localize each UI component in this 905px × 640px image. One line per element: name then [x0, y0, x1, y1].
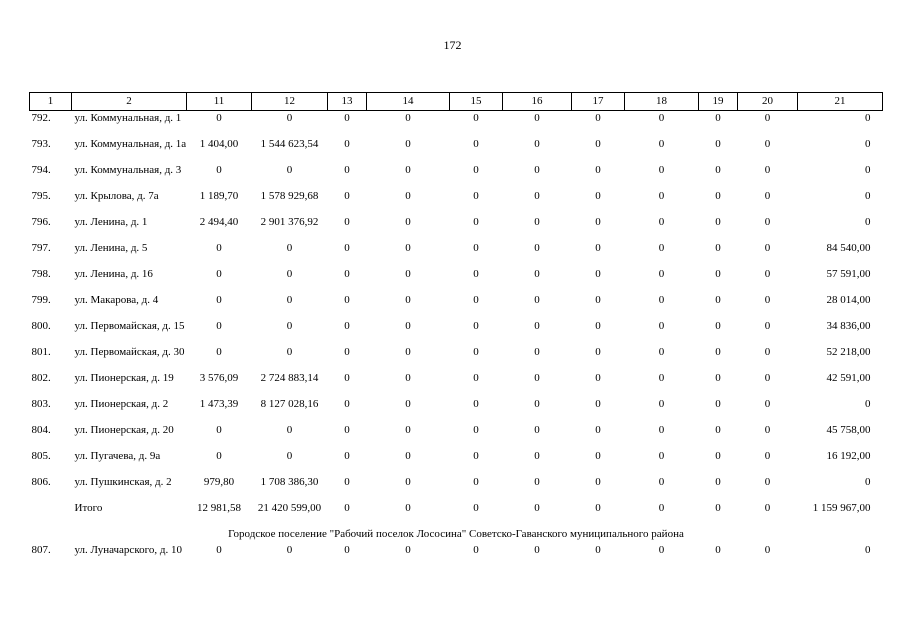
row-number: 794. [31, 163, 51, 176]
value-cell: 0 [658, 423, 665, 436]
value-cell: 0 [405, 112, 411, 124]
address-cell: ул. Ленина, д. 5 [74, 241, 148, 254]
value-cell: 0 [344, 293, 350, 306]
table-row [30, 345, 883, 371]
value-cell: 0 [764, 267, 771, 280]
value-cell: 0 [658, 397, 665, 410]
value-cell: 0 [405, 543, 411, 556]
address-cell: ул. Луначарского, д. 10 [74, 543, 182, 556]
value-cell: 0 [595, 543, 601, 556]
value-cell: 0 [534, 397, 540, 410]
value-cell: 0 [764, 371, 771, 384]
value-cell: 0 [865, 189, 871, 202]
value-cell: 0 [658, 215, 665, 228]
value-cell: 0 [595, 163, 601, 176]
value-cell: 0 [764, 112, 771, 124]
table-row [30, 319, 883, 345]
value-cell: 0 [473, 501, 479, 514]
value-cell: 0 [595, 449, 601, 462]
value-cell: 0 [473, 319, 479, 332]
row-number: 806. [31, 475, 51, 488]
value-cell: 0 [658, 293, 665, 306]
value-cell: 12 981,58 [197, 501, 241, 514]
value-cell: 45 758,00 [826, 423, 871, 436]
value-cell: 0 [405, 189, 411, 202]
value-cell: 0 [658, 449, 665, 462]
row-number: 796. [31, 215, 51, 228]
value-cell: 0 [764, 543, 771, 556]
value-cell: 0 [405, 163, 411, 176]
value-cell: 28 014,00 [826, 293, 871, 306]
value-cell: 0 [534, 543, 540, 556]
column-header: 11 [187, 93, 252, 111]
value-cell: 0 [286, 241, 293, 254]
value-cell: 0 [286, 543, 293, 556]
table-row [30, 449, 883, 475]
value-cell: 0 [405, 137, 411, 150]
value-cell: 0 [534, 319, 540, 332]
value-cell: 0 [286, 319, 293, 332]
value-cell: 0 [473, 189, 479, 202]
table-row [30, 189, 883, 215]
value-cell: 0 [715, 449, 721, 462]
section-row [30, 527, 883, 543]
value-cell: 0 [534, 501, 540, 514]
value-cell: 0 [344, 345, 350, 358]
table-row [30, 293, 883, 319]
value-cell: 0 [534, 215, 540, 228]
column-header: 19 [699, 93, 738, 111]
value-cell: 0 [473, 475, 479, 488]
address-cell: ул. Пугачева, д. 9а [74, 449, 161, 462]
address-cell: ул. Пушкинская, д. 2 [74, 475, 172, 488]
value-cell: 0 [344, 501, 350, 514]
column-header: 13 [328, 93, 367, 111]
value-cell: 0 [715, 319, 721, 332]
value-cell: 0 [715, 423, 721, 436]
value-cell: 1 473,39 [199, 397, 239, 410]
table-row [30, 543, 883, 569]
value-cell: 0 [534, 371, 540, 384]
value-cell: 0 [534, 345, 540, 358]
value-cell: 0 [595, 267, 601, 280]
value-cell: 0 [715, 241, 721, 254]
value-cell: 2 724 883,14 [260, 371, 319, 384]
value-cell: 0 [473, 293, 479, 306]
value-cell: 0 [764, 241, 771, 254]
value-cell: 0 [473, 137, 479, 150]
value-cell: 34 836,00 [826, 319, 871, 332]
value-cell: 0 [764, 397, 771, 410]
row-number: 800. [31, 319, 51, 332]
value-cell: 0 [534, 163, 540, 176]
table-row [30, 475, 883, 501]
value-cell: 0 [764, 319, 771, 332]
value-cell: 0 [473, 397, 479, 410]
value-cell: 0 [405, 371, 411, 384]
value-cell: 0 [715, 501, 721, 514]
value-cell: 21 420 599,00 [257, 501, 322, 514]
value-cell: 0 [595, 319, 601, 332]
value-cell: 0 [344, 189, 350, 202]
value-cell: 0 [865, 397, 871, 410]
value-cell: 0 [595, 189, 601, 202]
value-cell: 0 [658, 501, 665, 514]
value-cell: 0 [715, 345, 721, 358]
address-cell: ул. Пионерская, д. 20 [74, 423, 174, 436]
value-cell: 0 [534, 112, 540, 124]
table-row [30, 163, 883, 189]
value-cell: 0 [405, 397, 411, 410]
row-number [30, 501, 72, 527]
table-row [30, 267, 883, 293]
column-header: 1 [30, 93, 72, 111]
value-cell: 0 [764, 215, 771, 228]
value-cell: 0 [344, 397, 350, 410]
value-cell: 0 [764, 137, 771, 150]
value-cell: 0 [715, 543, 721, 556]
value-cell: 0 [405, 241, 411, 254]
address-cell: ул. Пионерская, д. 2 [74, 397, 169, 410]
section-title: Городское поселение "Рабочий поселок Лососина" Советско-Гаванского муниципального района [228, 528, 684, 540]
value-cell: 0 [595, 241, 601, 254]
value-cell: 0 [865, 137, 871, 150]
value-cell: 0 [715, 397, 721, 410]
value-cell: 0 [534, 189, 540, 202]
value-cell: 0 [658, 475, 665, 488]
value-cell: 0 [715, 371, 721, 384]
value-cell: 0 [405, 345, 411, 358]
value-cell: 0 [473, 423, 479, 436]
value-cell: 0 [286, 345, 293, 358]
value-cell: 0 [473, 345, 479, 358]
value-cell: 16 192,00 [826, 449, 871, 462]
value-cell: 0 [216, 163, 222, 176]
value-cell: 0 [405, 501, 411, 514]
value-cell: 0 [595, 345, 601, 358]
total-row [30, 501, 883, 527]
value-cell: 57 591,00 [826, 267, 871, 280]
data-table [29, 92, 883, 569]
value-cell: 0 [658, 241, 665, 254]
value-cell: 0 [344, 475, 350, 488]
value-cell: 1 189,70 [199, 189, 239, 202]
page-number: 172 [443, 38, 462, 52]
value-cell: 0 [658, 319, 665, 332]
value-cell: 0 [764, 163, 771, 176]
value-cell: 84 540,00 [826, 241, 871, 254]
value-cell: 0 [405, 475, 411, 488]
value-cell: 0 [764, 423, 771, 436]
value-cell: 0 [473, 371, 479, 384]
value-cell: 0 [764, 189, 771, 202]
row-number: 803. [31, 397, 51, 410]
value-cell: 0 [534, 293, 540, 306]
header-row [30, 93, 883, 111]
column-header: 20 [738, 93, 798, 111]
value-cell: 1 159 967,00 [812, 501, 871, 514]
value-cell: 0 [216, 241, 222, 254]
value-cell: 0 [344, 137, 350, 150]
row-number: 804. [31, 423, 51, 436]
address-cell: ул. Пионерская, д. 19 [74, 371, 174, 384]
address-cell: ул. Коммунальная, д. 1а [74, 137, 187, 150]
row-number: 793. [31, 137, 51, 150]
column-header: 21 [798, 93, 883, 111]
table-row [30, 423, 883, 449]
value-cell: 0 [344, 163, 350, 176]
value-cell: 0 [473, 449, 479, 462]
value-cell: 0 [595, 397, 601, 410]
value-cell: 0 [764, 475, 771, 488]
address-cell: ул. Коммунальная, д. 3 [74, 163, 182, 176]
value-cell: 0 [595, 501, 601, 514]
value-cell: 0 [344, 449, 350, 462]
value-cell: 0 [764, 449, 771, 462]
value-cell: 0 [405, 215, 411, 228]
value-cell: 0 [764, 345, 771, 358]
value-cell: 0 [473, 163, 479, 176]
value-cell: 1 404,00 [199, 137, 239, 150]
row-number: 795. [31, 189, 51, 202]
value-cell: 1 708 386,30 [260, 475, 319, 488]
value-cell: 0 [344, 267, 350, 280]
address-cell: ул. Коммунальная, д. 1 [74, 112, 182, 124]
value-cell: 0 [473, 112, 479, 124]
column-header: 18 [625, 93, 699, 111]
value-cell: 0 [658, 345, 665, 358]
row-number: 807. [31, 543, 51, 556]
value-cell: 0 [715, 293, 721, 306]
value-cell: 0 [865, 475, 871, 488]
column-header: 17 [572, 93, 625, 111]
column-header: 16 [503, 93, 572, 111]
address-cell: Итого [74, 501, 103, 514]
value-cell: 2 494,40 [199, 215, 239, 228]
column-header: 15 [450, 93, 503, 111]
value-cell: 0 [595, 475, 601, 488]
value-cell: 0 [658, 371, 665, 384]
value-cell: 0 [715, 137, 721, 150]
value-cell: 0 [658, 543, 665, 556]
column-header: 2 [72, 93, 187, 111]
value-cell: 0 [473, 241, 479, 254]
address-cell: ул. Первомайская, д. 30 [74, 345, 185, 358]
value-cell: 0 [405, 267, 411, 280]
value-cell: 0 [216, 423, 222, 436]
value-cell: 0 [658, 163, 665, 176]
value-cell: 0 [764, 501, 771, 514]
value-cell: 0 [534, 267, 540, 280]
value-cell: 0 [715, 189, 721, 202]
table-row [30, 215, 883, 241]
address-cell: ул. Макарова, д. 4 [74, 293, 159, 306]
value-cell: 0 [595, 112, 601, 124]
row-number: 801. [31, 345, 51, 358]
value-cell: 0 [216, 345, 222, 358]
value-cell: 0 [344, 241, 350, 254]
column-header: 12 [252, 93, 328, 111]
value-cell: 0 [534, 449, 540, 462]
value-cell: 0 [216, 543, 222, 556]
value-cell: 0 [344, 371, 350, 384]
value-cell: 0 [405, 449, 411, 462]
value-cell: 0 [534, 137, 540, 150]
value-cell: 52 218,00 [826, 345, 871, 358]
value-cell: 1 544 623,54 [260, 137, 319, 150]
address-cell: ул. Ленина, д. 16 [74, 267, 153, 280]
row-number: 805. [31, 449, 51, 462]
value-cell: 0 [344, 423, 350, 436]
value-cell: 0 [344, 215, 350, 228]
value-cell: 0 [595, 137, 601, 150]
value-cell: 0 [658, 189, 665, 202]
value-cell: 0 [286, 112, 293, 124]
row-number: 798. [31, 267, 51, 280]
value-cell: 0 [344, 543, 350, 556]
value-cell: 42 591,00 [826, 371, 871, 384]
value-cell: 0 [715, 267, 721, 280]
value-cell: 0 [534, 475, 540, 488]
table-row [30, 241, 883, 267]
value-cell: 0 [286, 293, 293, 306]
value-cell: 0 [216, 319, 222, 332]
value-cell: 0 [473, 543, 479, 556]
address-cell: ул. Ленина, д. 1 [74, 215, 148, 228]
table-row [30, 137, 883, 163]
value-cell: 0 [658, 112, 665, 124]
value-cell: 0 [473, 215, 479, 228]
row-number: 797. [31, 241, 51, 254]
value-cell: 0 [595, 371, 601, 384]
value-cell: 3 576,09 [199, 371, 239, 384]
value-cell: 8 127 028,16 [260, 397, 319, 410]
value-cell: 0 [405, 423, 411, 436]
value-cell: 0 [715, 475, 721, 488]
row-number: 802. [31, 371, 51, 384]
value-cell: 0 [344, 112, 350, 124]
value-cell: 0 [865, 163, 871, 176]
value-cell: 1 578 929,68 [260, 189, 319, 202]
table-row [30, 371, 883, 397]
value-cell: 0 [286, 423, 293, 436]
table-row [30, 397, 883, 423]
value-cell: 0 [658, 137, 665, 150]
value-cell: 0 [865, 543, 871, 556]
value-cell: 0 [344, 319, 350, 332]
value-cell: 0 [216, 112, 222, 124]
value-cell: 0 [405, 319, 411, 332]
table-row [30, 111, 883, 137]
value-cell: 2 901 376,92 [260, 215, 319, 228]
value-cell: 0 [764, 293, 771, 306]
value-cell: 0 [865, 112, 871, 124]
value-cell: 0 [534, 423, 540, 436]
value-cell: 0 [534, 241, 540, 254]
value-cell: 0 [715, 215, 721, 228]
row-number: 792. [31, 112, 51, 124]
address-cell: ул. Первомайская, д. 15 [74, 319, 185, 332]
value-cell: 0 [473, 267, 479, 280]
value-cell: 0 [865, 215, 871, 228]
row-number: 799. [31, 293, 51, 306]
value-cell: 0 [595, 293, 601, 306]
value-cell: 0 [405, 293, 411, 306]
value-cell: 979,80 [203, 475, 235, 488]
value-cell: 0 [216, 449, 222, 462]
value-cell: 0 [715, 112, 721, 124]
value-cell: 0 [715, 163, 721, 176]
value-cell: 0 [595, 423, 601, 436]
value-cell: 0 [216, 267, 222, 280]
column-header: 14 [367, 93, 450, 111]
value-cell: 0 [216, 293, 222, 306]
value-cell: 0 [286, 163, 293, 176]
value-cell: 0 [286, 267, 293, 280]
value-cell: 0 [658, 267, 665, 280]
value-cell: 0 [286, 449, 293, 462]
address-cell: ул. Крылова, д. 7а [74, 189, 159, 202]
value-cell: 0 [595, 215, 601, 228]
